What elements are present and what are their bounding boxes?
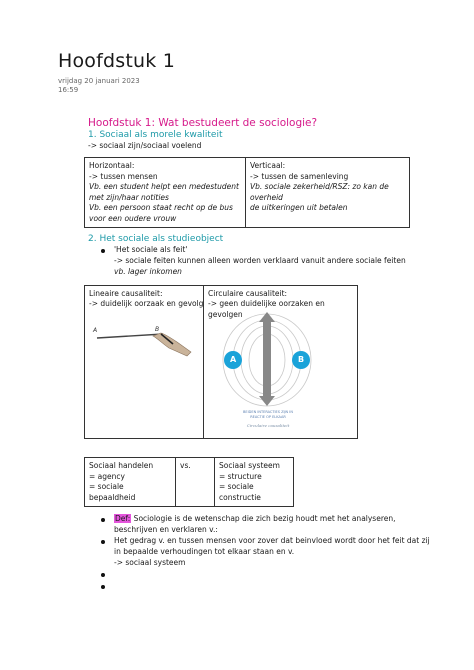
page-title: Hoofdstuk 1 [58, 50, 176, 72]
chapter-heading: Hoofdstuk 1: Wat bestudeert de sociologie? [88, 117, 318, 129]
compare-right-cell [215, 458, 294, 507]
arrow-up [259, 312, 275, 322]
section1-heading: 1. Sociaal als morele kwaliteit [88, 130, 223, 140]
page-date: vrijdag 20 januari 2023 [58, 77, 140, 85]
page-time: 16:59 [58, 86, 79, 94]
hand-shape [153, 333, 191, 356]
vertical-title: Verticaal: [250, 161, 286, 170]
behavior-line3: -> sociaal systeem [114, 558, 186, 567]
behavior-line2: in bepaalde verhoudingen tot elkaar staan en v. [114, 547, 295, 556]
horizontal-title: Horizontaal: [89, 161, 135, 170]
circ-caption1: BEIDEN INTERACTIES ZIJN IN [243, 410, 293, 414]
horizontal-line: -> tussen mensen [89, 171, 158, 181]
section2-bullet: 'Het sociale als feit' [114, 245, 188, 254]
horizontal-example2: Vb. een persoon staat recht op de bus [89, 203, 233, 212]
circ-caption2: REACTIE OP ELKAAR [250, 415, 286, 419]
definition-line1 [114, 514, 396, 525]
horizontal-example2-cont: voor een oudere vrouw [89, 213, 177, 223]
section1-line: -> sociaal zijn/sociaal voelend [88, 141, 202, 150]
bullet-dot [101, 518, 105, 522]
compare-vs: vs. [180, 461, 191, 470]
section2-heading: 2. Het sociale als studieobject [88, 234, 224, 244]
bullet-dot-empty [101, 573, 105, 577]
compare-right-line1: = structure [219, 471, 262, 481]
vertical-line: -> tussen de samenleving [250, 171, 349, 181]
label-b: B [155, 326, 160, 333]
circular-title: Circulaire causaliteit: [208, 289, 288, 298]
section2-line: -> sociale feiten kunnen alleen worden verklaard vanuit andere sociale feiten [114, 256, 406, 265]
causality-table [84, 285, 358, 439]
def-highlight: Def: [115, 514, 131, 523]
moral-quality-table [84, 157, 410, 228]
arrow-down [259, 396, 275, 406]
bullet-dot-empty [101, 585, 105, 589]
compare-table [84, 457, 294, 507]
circle-b-label: B [298, 355, 305, 364]
vertical-example: Vb. sociale zekerheid/RSZ: zo kan de overheid [250, 182, 389, 202]
compare-left-title: Sociaal handelen [89, 461, 154, 470]
compare-right-title: Sociaal systeem [219, 461, 280, 470]
definition-line2: beschrijven en verklaren v.: [114, 525, 218, 534]
definition-text: Sociologie is de wetenschap die zich bezig houdt met het analyseren, [131, 514, 396, 523]
circ-caption3: Circulaire causaliteit [246, 423, 290, 428]
label-a: A [93, 327, 98, 334]
bullet-dot [101, 249, 105, 253]
linear-sub: -> duidelijk oorzaak en gevolg [89, 299, 204, 308]
linear-title: Lineaire causaliteit: [89, 289, 163, 298]
bullet-dot [101, 540, 105, 544]
behavior-line1: Het gedrag v. en tussen mensen voor zover dat beinvloed wordt door het feit dat zij [114, 536, 430, 545]
linear-causality-illustration [91, 324, 197, 364]
compare-left-cell [85, 458, 176, 507]
horizontal-cell [85, 158, 246, 228]
horizontal-example1-cont: met zijn/haar notities [89, 192, 169, 202]
compare-middle-cell [176, 458, 215, 507]
section2-example: vb. lager inkomen [114, 267, 182, 276]
circle-a-label: A [230, 355, 237, 364]
circular-sub: -> geen duidelijke oorzaken en gevolgen [208, 299, 325, 319]
compare-right-line2: = sociale constructie [219, 482, 261, 502]
compare-left-line2: = sociale bepaaldheid [89, 482, 136, 502]
compare-left-line1: = agency [89, 471, 125, 481]
horizontal-example1: Vb. een student helpt een medestudent [89, 182, 239, 191]
vertical-example-cont: de uitkeringen uit betalen [250, 203, 348, 212]
arrow-shaft [263, 318, 271, 400]
vertical-cell [246, 158, 410, 228]
